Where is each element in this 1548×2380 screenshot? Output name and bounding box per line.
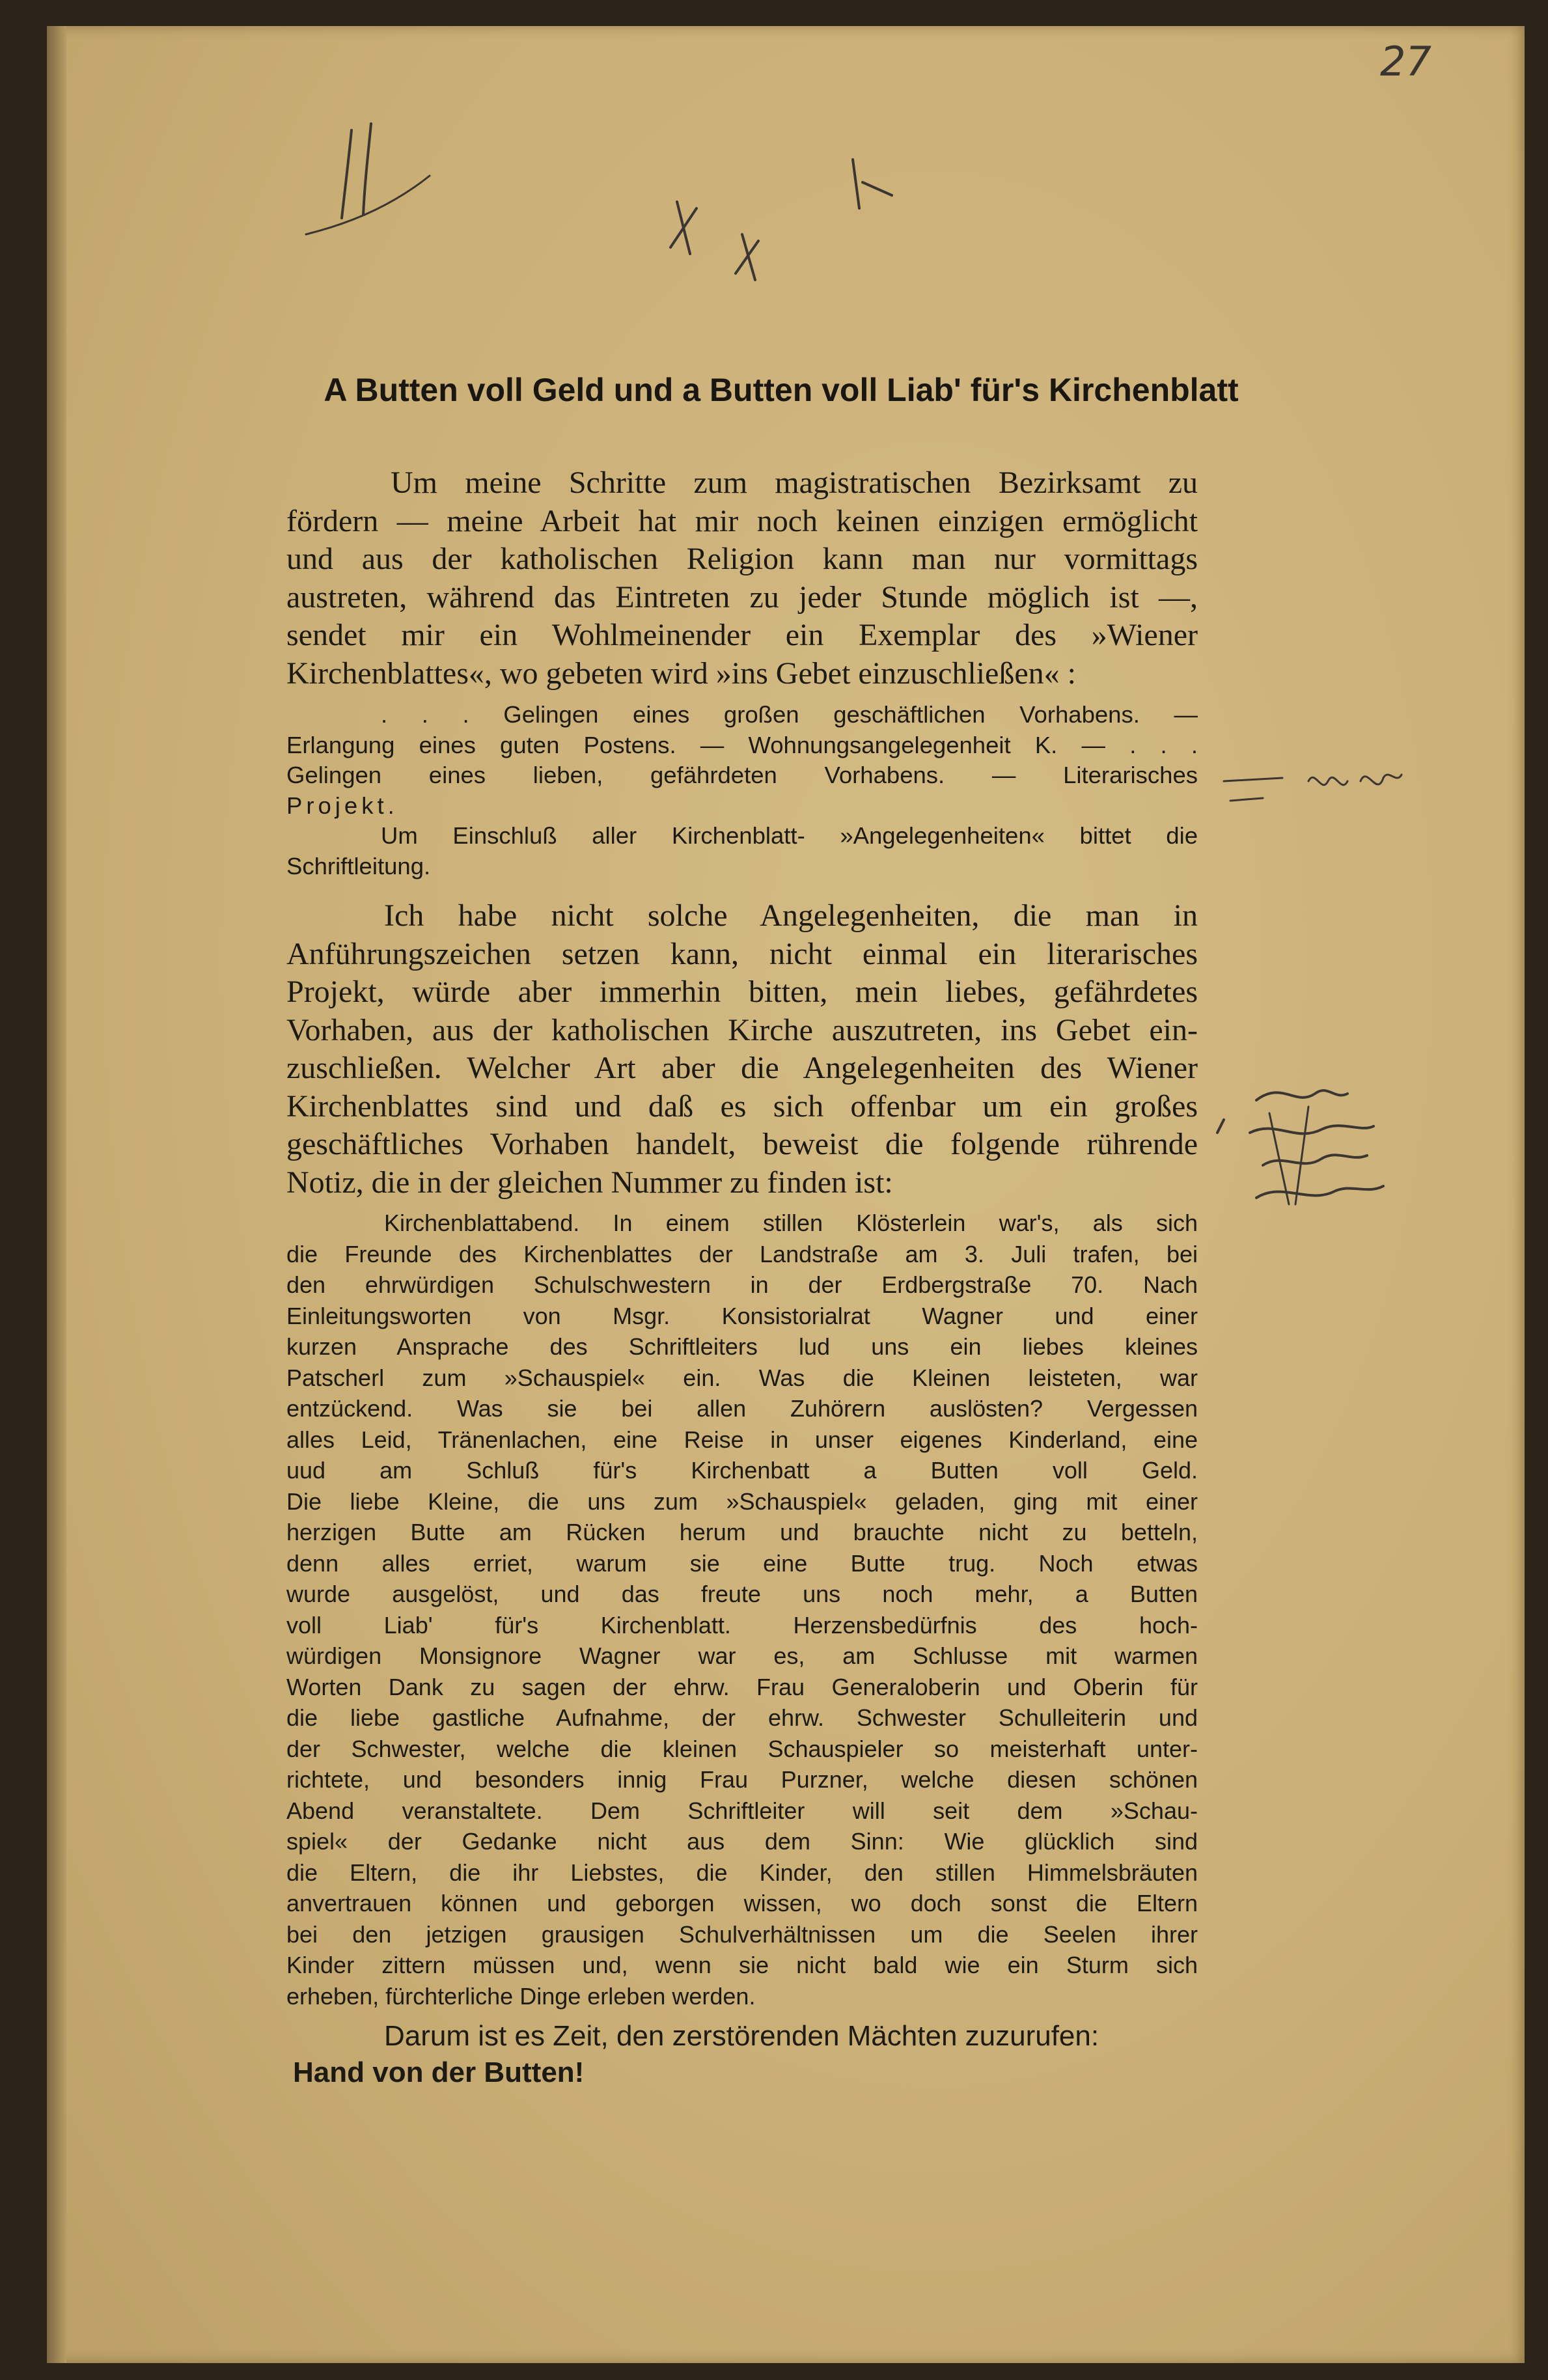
handwritten-page-number: 27 — [1380, 38, 1431, 85]
intro-line: und aus der katholischen Religion kann man nur vormittags — [286, 542, 1198, 576]
roman-numeral-ii-mark — [306, 124, 430, 234]
intro-line: Kirchenblattes«, wo gebeten wird »ins Gebet einzuschließen« : — [286, 656, 1076, 691]
quote-line: Erlangung eines guten Postens. — Wohnungsangelegenheit K. — . . . — [286, 731, 1198, 758]
quote-line: Um Einschluß aller Kirchenblatt- »Angelegenheiten« bittet die — [381, 822, 1198, 849]
quote-line: den ehrwürdigen Schulschwestern in der Erdbergstraße 70. Nach — [286, 1271, 1198, 1298]
binding-gutter — [47, 26, 66, 2363]
quote-line: Projekt. — [286, 792, 398, 819]
intro-paragraph — [286, 464, 1198, 693]
article-title: A Butten voll Geld und a Butten voll Liab' für's Kirchenblatt — [324, 372, 1239, 408]
body-line: geschäftliches Vorhaben handelt, beweist die folgende rührende — [286, 1127, 1198, 1161]
quote-line: alles Leid, Tränenlachen, eine Reise in unser eigenes Kinderland, eine — [286, 1426, 1198, 1453]
quote-line: entzückend. Was sie bei allen Zuhörern auslösten? Vergessen — [286, 1395, 1198, 1422]
body-paragraph — [286, 897, 1198, 1202]
quote-line: die liebe gastliche Aufnahme, der ehrw. Schwester Schulleiterin und — [286, 1704, 1198, 1731]
closing-line: Darum ist es Zeit, den zerstörenden Mächten zuzurufen: — [384, 2020, 1099, 2052]
margin-note-lower-scribble — [1217, 1090, 1383, 1204]
quote-line: Kinder zittern müssen und, wenn sie nicht bald wie ein Sturm sich — [286, 1952, 1198, 1978]
quote-line: . . . Gelingen eines großen geschäftlichen Vorhabens. — — [381, 701, 1198, 728]
quote-line: wurde ausgelöst, und das freute uns noch mehr, a Butten — [286, 1581, 1198, 1607]
marginal-annotations — [1211, 749, 1471, 1269]
quote-line: bei den jetzigen grausigen Schulverhältnissen um die Seelen ihrer — [286, 1920, 1198, 1948]
quote-line: Die liebe Kleine, die uns zum »Schauspiel« geladen, ging mit einer — [286, 1488, 1198, 1515]
margin-note-upper — [1224, 775, 1402, 801]
quote-line: Worten Dank zu sagen der ehrw. Frau Generaloberin und Oberin für — [286, 1673, 1198, 1700]
quote-line: die Freunde des Kirchenblattes der Landstraße am 3. Juli trafen, bei — [286, 1240, 1198, 1267]
quote-line: herzigen Butte am Rücken herum und brauchte nicht zu betteln, — [286, 1519, 1198, 1545]
intro-line: Um meine Schritte zum magistratischen Bezirksamt zu — [391, 465, 1198, 500]
quote-line: Gelingen eines lieben, gefährdeten Vorhabens. — Literarisches — [286, 762, 1198, 788]
quote-line: spiel« der Gedanke nicht aus dem Sinn: Wie glücklich sind — [286, 1828, 1198, 1855]
quote-line: Patscherl zum »Schauspiel« ein. Was die Kleinen leisteten, war — [286, 1364, 1198, 1391]
quote-line: würdigen Monsignore Wagner war es, am Schlusse mit warmen — [286, 1642, 1198, 1669]
quote-line: Schriftleitung. — [286, 852, 431, 879]
body-line: Projekt, würde aber immerhin bitten, mein liebes, gefährdetes — [286, 975, 1198, 1009]
quote-line: Abend veranstaltete. Dem Schriftleiter will seit dem »Schau- — [286, 1797, 1198, 1824]
quote-line: Einleitungsworten von Msgr. Konsistorialrat Wagner und einer — [286, 1302, 1198, 1329]
quote-line: voll Liab' für's Kirchenblatt. Herzensbedürfnis des hoch- — [286, 1611, 1198, 1639]
intro-line: sendet mir ein Wohlmeinender ein Exemplar des »Wiener — [286, 618, 1198, 652]
body-line: Notiz, die in der gleichen Nummer zu finden ist: — [286, 1165, 893, 1200]
body-line: zuschließen. Welcher Art aber die Angelegenheiten des Wiener — [286, 1051, 1198, 1085]
quote-kirchenblattabend — [286, 1208, 1198, 2012]
closing-paragraph — [293, 2018, 1204, 2091]
body-line: Ich habe nicht solche Angelegenheiten, die man in — [384, 898, 1198, 933]
quote-line: erheben, fürchterliche Dinge erleben werden. — [286, 1982, 756, 2010]
closing-exclamation: Hand von der Butten! — [293, 2056, 585, 2088]
intro-line: fördern — meine Arbeit hat mir noch keinen einzigen ermöglicht — [286, 503, 1198, 538]
intro-line: austreten, während das Eintreten zu jeder Stunde möglich ist —, — [286, 579, 1198, 615]
body-line: Vorhaben, aus der katholischen Kirche auszutreten, ins Gebet ein- — [286, 1012, 1198, 1047]
body-line: Kirchenblattes sind und daß es sich offenbar um ein großes — [286, 1088, 1198, 1124]
quote-line: anvertrauen können und geborgen wissen, wo doch sonst die Eltern — [286, 1890, 1198, 1916]
quote-line: denn alles erriet, warum sie eine Butte trug. Noch etwas — [286, 1549, 1198, 1577]
quote-line: uud am Schluß für's Kirchenbatt a Butten voll Geld. — [286, 1457, 1198, 1484]
quote-line: kurzen Ansprache des Schriftleiters lud uns ein liebes kleines — [286, 1333, 1198, 1360]
quote-line: Kirchenblattabend. In einem stillen Klösterlein war's, als sich — [384, 1210, 1198, 1236]
quote-line: der Schwester, welche die kleinen Schauspieler so meisterhaft unter- — [286, 1735, 1198, 1762]
quote-prayer-requests — [286, 700, 1198, 881]
cross-marks — [670, 159, 892, 280]
quote-line: die Eltern, die ihr Liebstes, die Kinder, den stillen Himmelsbräuten — [286, 1859, 1198, 1886]
quote-line: richtete, und besonders innig Frau Purzner, welche diesen schönen — [286, 1766, 1198, 1793]
body-line: Anführungszeichen setzen kann, nicht einmal ein literarisches — [286, 936, 1198, 971]
handwritten-marks — [286, 104, 911, 299]
